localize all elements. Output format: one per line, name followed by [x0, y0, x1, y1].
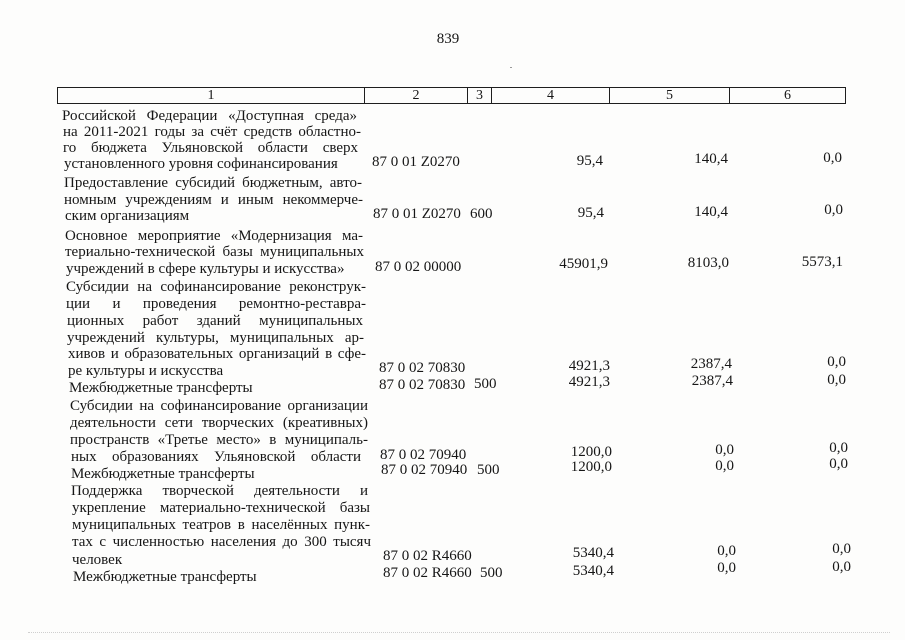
row-name-line: укрепление материально-технической базы [72, 500, 370, 516]
row-name-line: Субсидии на софинансирование организации [70, 398, 368, 414]
row-name-line: ционных работ зданий муниципальных [67, 313, 363, 329]
classification-code: 87 0 02 70940 [381, 462, 468, 478]
amount-column-6: 0,0 [829, 440, 848, 456]
scan-speck [510, 67, 512, 68]
amount-column-4: 1200,0 [570, 459, 612, 475]
amount-column-5: 0,0 [715, 442, 734, 458]
row-name-line: Межбюджетные трансферты [73, 569, 257, 585]
header-cell-3: 3 [468, 88, 492, 103]
classification-code: 87 0 02 70940 [380, 447, 467, 463]
amount-column-4: 5340,4 [572, 563, 614, 579]
row-name-line: Основное мероприятие «Модернизация ма- [65, 228, 363, 244]
classification-code: 87 0 02 00000 [375, 259, 462, 275]
amount-column-4: 4921,3 [568, 374, 610, 390]
amount-column-5: 0,0 [717, 543, 736, 559]
row-name-line: Межбюджетные трансферты [71, 466, 255, 482]
row-name-line: Субсидии на софинансирование реконструк- [66, 279, 366, 295]
amount-column-6: 0,0 [827, 354, 846, 370]
amount-column-6: 0,0 [827, 372, 846, 388]
table-header [57, 87, 846, 104]
row-name-line: ре культуры и искусства [68, 363, 224, 379]
amount-column-5: 8103,0 [687, 255, 729, 271]
row-name-line: Поддержка творческой деятельности и [71, 483, 368, 499]
row-name-line: человек [72, 552, 123, 568]
amount-column-6: 0,0 [824, 202, 843, 218]
expense-type-code: 500 [480, 565, 503, 581]
classification-code: 87 0 02 70830 [379, 377, 466, 393]
row-name-line: Межбюджетные трансферты [69, 380, 253, 396]
header-cell-5: 5 [610, 88, 730, 103]
row-name-line: муниципальных театров в населённых пунк- [72, 517, 370, 533]
row-name-line: установленного уровня софинансирования [64, 156, 338, 172]
page-number: 839 [436, 31, 460, 47]
expense-type-code: 600 [470, 206, 493, 222]
amount-column-6: 0,0 [823, 150, 842, 166]
scan-noise-line [28, 632, 890, 633]
amount-column-4: 5340,4 [572, 545, 614, 561]
amount-column-4: 95,4 [576, 153, 603, 169]
row-name-line: номным учреждениям и иным некоммерче- [64, 192, 363, 208]
amount-column-4: 1200,0 [570, 444, 612, 460]
classification-code: 87 0 02 R4660 [383, 565, 472, 581]
amount-column-5: 140,4 [694, 151, 728, 167]
amount-column-4: 95,4 [577, 205, 604, 221]
amount-column-5: 0,0 [715, 458, 734, 474]
classification-code: 87 0 01 Z0270 [373, 206, 461, 222]
row-name-line: го бюджета Ульяновской области сверх [63, 140, 358, 156]
expense-type-code: 500 [474, 376, 497, 392]
row-name-line: ции и проведения ремонтно-реставра- [66, 296, 366, 312]
amount-column-4: 4921,3 [568, 358, 610, 374]
row-name-line: тах с численностью населения до 300 тысяч [72, 534, 371, 550]
row-name-line: ных образованиях Ульяновской области [71, 449, 361, 465]
amount-column-5: 2387,4 [690, 356, 732, 372]
row-name-line: пространств «Третье место» в муниципаль- [70, 432, 368, 448]
row-name-line: териально-технической базы муниципальных [65, 244, 364, 260]
row-name-line: деятельности сети творческих (креативных) [70, 415, 368, 431]
amount-column-6: 5573,1 [801, 254, 843, 270]
amount-column-6: 0,0 [829, 456, 848, 472]
amount-column-6: 0,0 [832, 559, 851, 575]
row-name-line: учреждений в сфере культуры и искусства» [66, 261, 345, 277]
amount-column-5: 0,0 [717, 560, 736, 576]
header-cell-2: 2 [365, 88, 468, 103]
row-name-line: Предоставление субсидий бюджетным, авто- [64, 175, 362, 191]
amount-column-4: 45901,9 [559, 256, 608, 272]
header-cell-1: 1 [58, 88, 365, 103]
amount-column-6: 0,0 [832, 541, 851, 557]
header-cell-6: 6 [784, 88, 791, 103]
classification-code: 87 0 01 Z0270 [372, 154, 460, 170]
amount-column-5: 2387,4 [691, 373, 733, 389]
row-name-line: учреждений культуры, муниципальных ар- [67, 330, 364, 346]
row-name-line: хивов и образовательных организаций в сфе- [68, 346, 366, 362]
classification-code: 87 0 02 R4660 [383, 548, 472, 564]
row-name-line: на 2011-2021 годы за счёт средств областно- [63, 124, 361, 140]
row-name-line: Российской Федерации «Доступная среда» [62, 108, 357, 124]
row-name-line: ским организациям [65, 208, 190, 224]
amount-column-5: 140,4 [694, 204, 728, 220]
expense-type-code: 500 [477, 462, 500, 478]
classification-code: 87 0 02 70830 [379, 360, 466, 376]
header-cell-4: 4 [492, 88, 610, 103]
